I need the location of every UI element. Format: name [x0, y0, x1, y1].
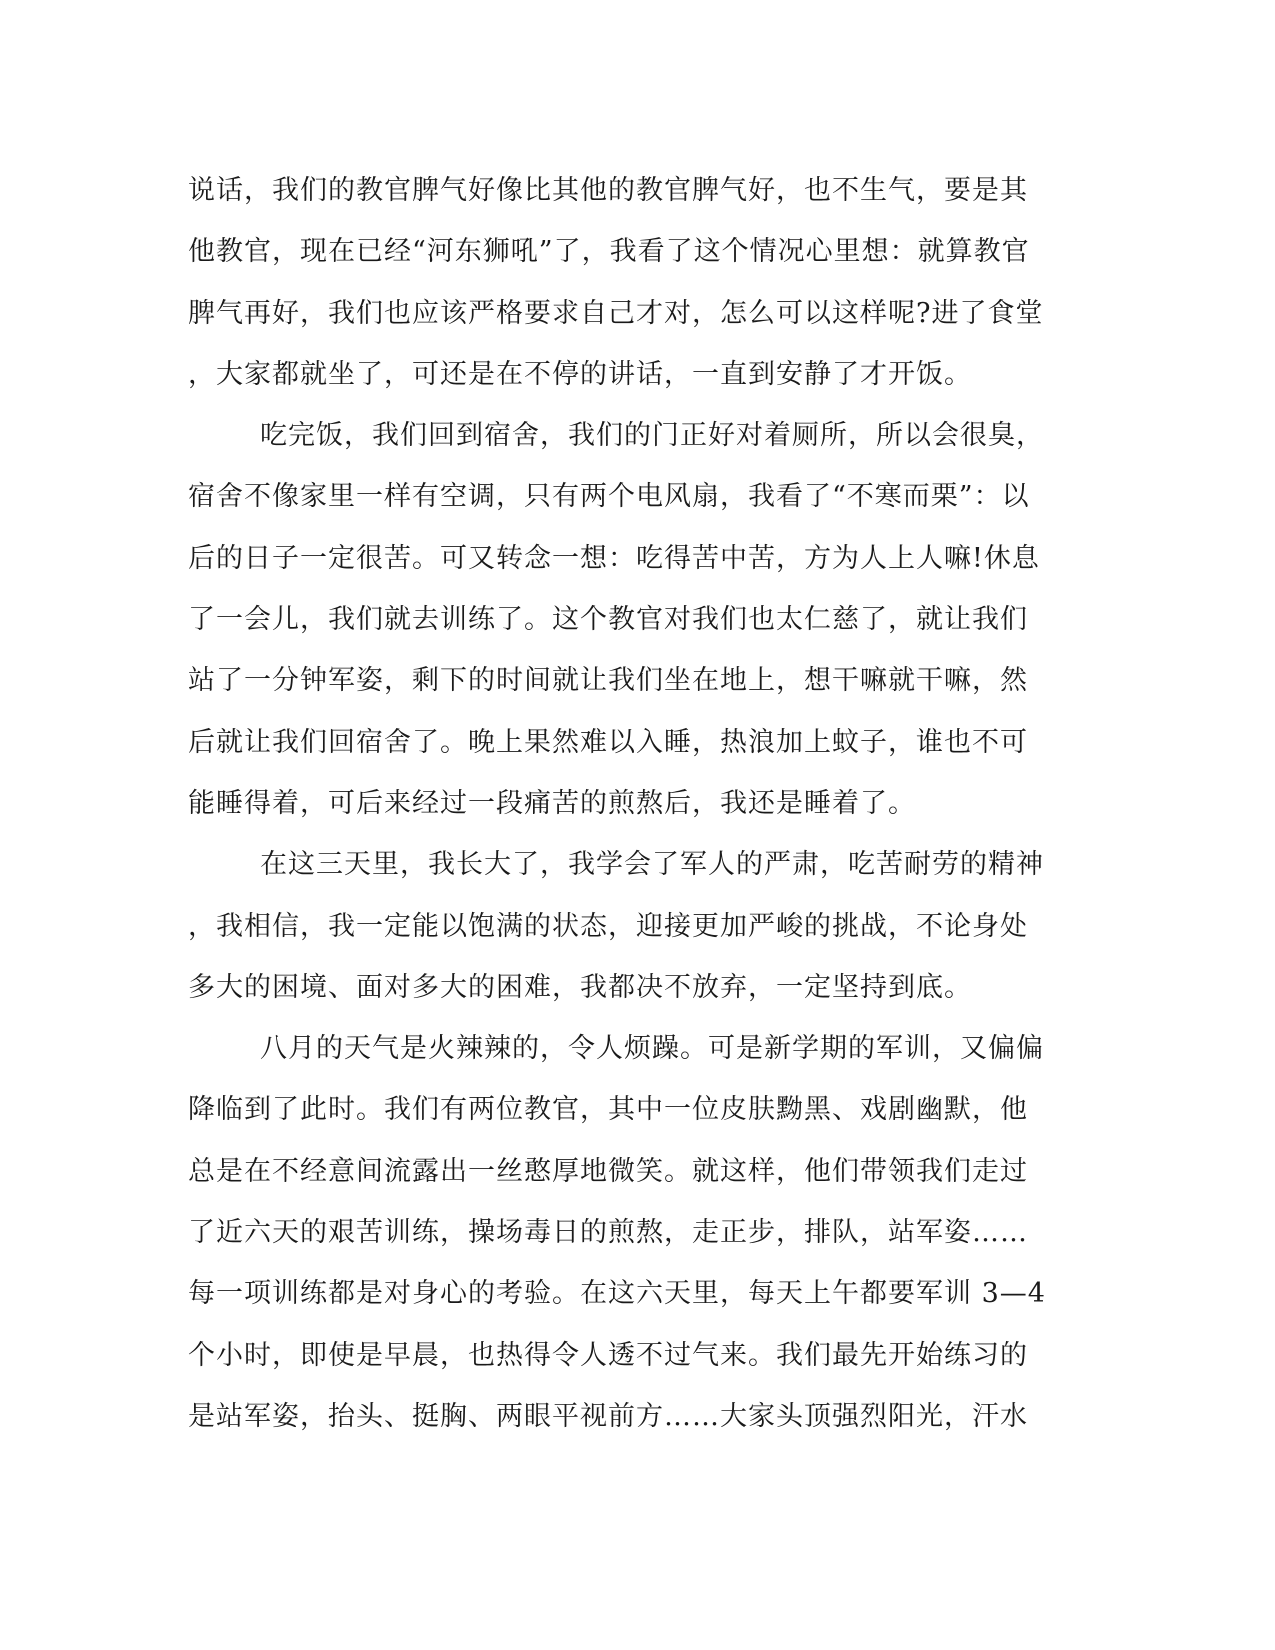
text-line: 了一会儿，我们就去训练了。这个教官对我们也太仁慈了，就让我们	[188, 604, 1028, 636]
text-line: 总是在不经意间流露出一丝憨厚地微笑。就这样，他们带领我们走过	[188, 1155, 1028, 1187]
text-line: 站了一分钟军姿，剩下的时间就让我们坐在地上，想干嘛就干嘛，然	[188, 665, 1028, 697]
text-line: 每一项训练都是对身心的考验。在这六天里，每天上午都要军训 3—4	[188, 1278, 1046, 1310]
text-line: 多大的困境、面对多大的困难，我都决不放弃，一定坚持到底。	[188, 971, 972, 1003]
text-line: 脾气再好，我们也应该严格要求自己才对，怎么可以这样呢?进了食堂	[188, 297, 1044, 329]
text-line: 后就让我们回宿舍了。晚上果然难以入睡，热浪加上蚊子，谁也不可	[188, 726, 1028, 758]
text-line: 个小时，即使是早晨，也热得令人透不过气来。我们最先开始练习的	[188, 1339, 1028, 1371]
text-line: 后的日子一定很苦。可又转念一想：吃得苦中苦，方为人上人嘛!休息	[188, 542, 1040, 574]
text-line: ，我相信，我一定能以饱满的状态，迎接更加严峻的挑战，不论身处	[188, 910, 1028, 942]
body-text	[188, 160, 1068, 1447]
text-line: 了近六天的艰苦训练，操场毒日的煎熬，走正步，排队，站军姿……	[188, 1217, 1028, 1249]
text-line: ，大家都就坐了，可还是在不停的讲话，一直到安静了才开饭。	[188, 358, 972, 390]
paragraph-start-line: 在这三天里，我长大了，我学会了军人的严肃，吃苦耐劳的精神	[260, 849, 1044, 881]
text-line: 降临到了此时。我们有两位教官，其中一位皮肤黝黑、戏剧幽默，他	[188, 1094, 1028, 1126]
text-line: 他教官，现在已经“河东狮吼”了，我看了这个情况心里想：就算教官	[188, 236, 1030, 268]
text-line: 是站军姿，抬头、挺胸、两眼平视前方……大家头顶强烈阳光，汗水	[188, 1400, 1028, 1432]
paragraph-start-line: 吃完饭，我们回到宿舍，我们的门正好对着厕所，所以会很臭，	[260, 420, 1044, 452]
text-line: 能睡得着，可后来经过一段痛苦的煎熬后，我还是睡着了。	[188, 787, 916, 819]
text-line: 说话，我们的教官脾气好像比其他的教官脾气好，也不生气，要是其	[188, 175, 1028, 206]
paragraph-start-line: 八月的天气是火辣辣的，令人烦躁。可是新学期的军训，又偏偏	[260, 1033, 1044, 1065]
text-line: 宿舍不像家里一样有空调，只有两个电风扇，我看了“不寒而栗”：以	[188, 481, 1030, 513]
